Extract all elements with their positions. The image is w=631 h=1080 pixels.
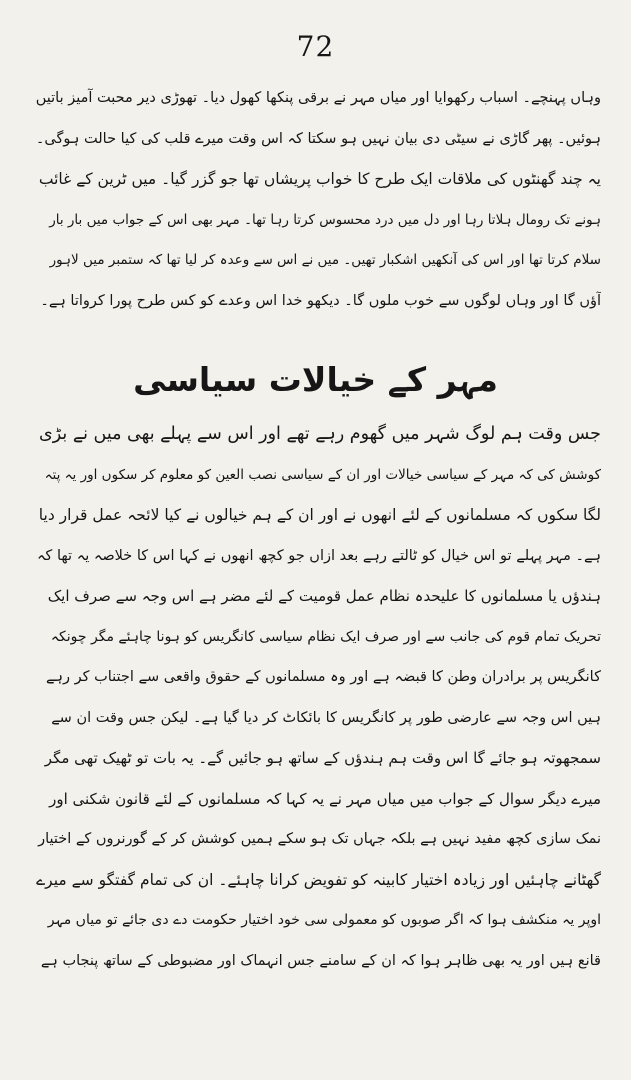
text-line: لگا سکوں کہ مسلمانوں کے لئے انھوں نے اور ان کے ہم خیالوں نے کیا لائحہ عمل قرار دیا <box>38 506 601 524</box>
text-line: اوپر یہ منکشف ہوا کہ اگر صوبوں کو معمولی سی خود اختیار حکومت دے دی جائے تو میاں مہر <box>47 912 601 928</box>
text-line: کوشش کی کہ مہر کے سیاسی خیالات اور ان کے سیاسی نصب العین کو معلوم کر سکوں اور یہ پتہ <box>44 466 601 483</box>
text-line: وہاں پہنچے۔ اسباب رکھوایا اور میاں مہر نے برقی پنکھا کھول دیا۔ تھوڑی دیر محبت آمیز باتیں <box>35 90 601 106</box>
text-line: یہ چند گھنٹوں کی ملاقات ایک طرح کا خواب پریشاں تھا جو گزر گیا۔ میں ٹرین کے غائب <box>38 170 601 188</box>
text-line: ہندؤں یا مسلمانوں کا علیحدہ نظام عمل قومیت کے لئے مضر ہے اس وجہ سے صرف ایک <box>47 587 601 605</box>
text-line: تحریک تمام قوم کی جانب سے اور صرف ایک نظام سیاسی کانگریس کو ہونا چاہئے مگر چونکہ <box>50 628 601 645</box>
text-line: میرے دیگر سوال کے جواب میں میاں مہر نے یہ کہا کہ مسلمانوں کے لئے قانون شکنی اور <box>49 789 601 808</box>
section-heading: مہر کے خیالات سیاسی <box>133 360 498 399</box>
text-line: سمجھوتہ ہو جائے گا اس وقت ہم ہندؤں کے ساتھ ہو جائیں گے۔ یہ بات تو ٹھیک تھی مگر <box>44 749 601 767</box>
text-line: آؤں گا اور وہاں لوگوں سے خوب ملوں گا۔ دیکھو خدا اس وعدے کو کس طرح پورا کرواتا ہے۔ <box>40 292 601 309</box>
text-line: ہے۔ مہر پہلے تو اس خیال کو ٹالتے رہے بعد ازاں جو کچھ انھوں نے کہا اس کا خلاصہ یہ تھا کہ <box>36 547 601 564</box>
text-line: نمک سازی کچھ مفید نہیں ہے بلکہ جہاں تک ہو سکے ہمیں کوشش کر کے گورنروں کے اختیار <box>38 831 601 847</box>
text-line: کانگریس پر برادران وطن کا قبضہ ہے اور وہ مسلمانوں کے حقوق واقعی سے اجتناب کر رہے <box>46 669 601 685</box>
text-line: گھٹانے چاہئیں اور زیادہ اختیار کابینہ کو تفویض کرانا چاہئے۔ ان کی تمام گفتگو سے میرے <box>36 870 601 889</box>
text-line: جس وقت ہم لوگ شہر میں گھوم رہے تھے اور اس سے پہلے بھی میں نے بڑی <box>39 424 601 444</box>
paragraph-2 <box>34 414 601 981</box>
paragraph-1 <box>34 78 601 321</box>
text-line: ہوئیں۔ پھر گاڑی نے سیٹی دی بیان نہیں ہو سکتا کہ اس وقت میرے قلب کی کیا حالت ہوگی۔ <box>35 130 601 147</box>
page-number: 72 <box>296 30 335 63</box>
text-line: ہونے تک رومال ہلاتا رہا اور دل میں درد محسوس کرتا رہا تھا۔ مہر بھی اس کے جواب میں بار بار <box>49 211 601 228</box>
text-line: قانع ہیں اور یہ بھی ظاہر ہوا کہ ان کے سامنے جس انہماک اور مضبوطی کے ساتھ پنجاب ہے <box>40 952 601 969</box>
text-line: سلام کرتا تھا اور اس کی آنکھیں اشکبار تھیں۔ میں نے اس سے وعدہ کر لیا تھا کہ ستمبر میں لاہور <box>49 252 601 268</box>
text-line: ہیں اس وجہ سے عارضی طور پر کانگریس کا بائکاٹ کر دیا گیا ہے۔ لیکن جس وقت ان سے <box>51 709 601 726</box>
